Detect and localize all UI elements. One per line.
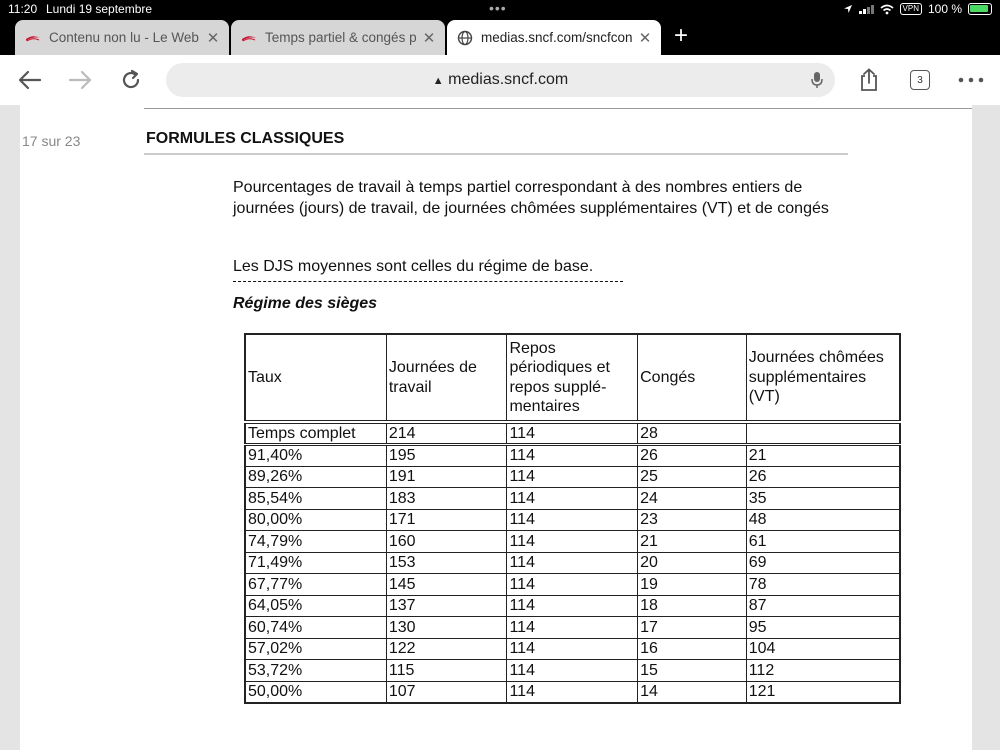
header-repos: Repos périodiques et repos supplé-mentaires (507, 334, 638, 422)
divider (144, 153, 848, 155)
table-cell: 153 (386, 552, 507, 574)
table-cell: 137 (386, 595, 507, 617)
battery-percent: 100 % (927, 2, 962, 16)
wifi-icon (880, 4, 894, 15)
table-cell: 104 (746, 638, 900, 660)
table-cell: 107 (386, 681, 507, 703)
table-cell: 53,72% (245, 660, 386, 682)
microphone-icon[interactable] (811, 71, 823, 89)
battery-icon (968, 3, 992, 15)
tab-label: medias.sncf.com/sncfcon (481, 30, 633, 45)
reload-button[interactable] (118, 67, 144, 93)
table-cell: 61 (746, 531, 900, 553)
table-cell: 95 (746, 617, 900, 639)
table-cell: 50,00% (245, 681, 386, 703)
tab-count-badge: 3 (910, 70, 930, 90)
table-cell: 16 (638, 638, 747, 660)
table-row (245, 660, 900, 682)
table-cell: 14 (638, 681, 747, 703)
table-cell: 195 (386, 445, 507, 467)
table-cell: 114 (507, 681, 638, 703)
table-body (245, 422, 900, 703)
table-cell: 145 (386, 574, 507, 596)
table-row (245, 445, 900, 467)
table-cell: 130 (386, 617, 507, 639)
table-cell: 21 (638, 531, 747, 553)
status-bar (0, 0, 1000, 20)
page-counter: 17 sur 23 (22, 133, 81, 149)
table-cell: 183 (386, 488, 507, 510)
share-button[interactable] (856, 67, 882, 93)
reload-icon (120, 69, 142, 91)
table-cell: 23 (638, 509, 747, 531)
table-cell: 28 (638, 422, 747, 445)
table-cell: 115 (386, 660, 507, 682)
table-cell: 85,54% (245, 488, 386, 510)
table-cell: 21 (746, 445, 900, 467)
pdf-page (20, 105, 972, 750)
table-cell: 78 (746, 574, 900, 596)
rates-table (244, 333, 901, 704)
back-button[interactable] (17, 67, 43, 93)
table-cell: 214 (386, 422, 507, 445)
table-cell: 160 (386, 531, 507, 553)
warning-icon: ▲ (432, 75, 444, 87)
intro-paragraph: Pourcentages de travail à temps partiel correspondant à des nombres entiers de journées (jours) de travail, de journées chômées supplémentaires (VT) et de congés (233, 179, 829, 217)
table-cell: 25 (638, 466, 747, 488)
table-cell: 114 (507, 660, 638, 682)
dashed-divider (233, 281, 623, 282)
table-cell: 114 (507, 638, 638, 660)
table-cell: 17 (638, 617, 747, 639)
table-cell: 114 (507, 509, 638, 531)
table-row (245, 488, 900, 510)
tab-bar (0, 20, 1000, 55)
table-cell: 64,05% (245, 595, 386, 617)
table-cell: 87 (746, 595, 900, 617)
table-cell: 114 (507, 531, 638, 553)
header-journees-chomees: Journées chômées supplémentaires (VT) (746, 334, 900, 422)
header-taux: Taux (245, 334, 386, 422)
table-cell: 114 (507, 488, 638, 510)
vpn-badge: VPN (900, 3, 922, 15)
table-cell (746, 422, 900, 445)
table-cell: 48 (746, 509, 900, 531)
section-heading: Régime des sièges (233, 295, 378, 312)
address-bar[interactable] (166, 63, 835, 97)
table-cell: 26 (638, 445, 747, 467)
sncf-logo-icon (241, 30, 257, 46)
djs-note: Les DJS moyennes sont celles du régime de base. (233, 258, 594, 275)
table-cell: 114 (507, 445, 638, 467)
table-cell: 18 (638, 595, 747, 617)
table-cell: 80,00% (245, 509, 386, 531)
table-row (245, 531, 900, 553)
arrow-left-icon (18, 70, 42, 90)
tabs-overview-button[interactable] (907, 67, 933, 93)
table-row (245, 617, 900, 639)
header-conges: Congés (638, 334, 747, 422)
page-title: FORMULES CLASSIQUES (146, 130, 345, 147)
table-row (245, 422, 900, 445)
table-row (245, 595, 900, 617)
divider (144, 108, 972, 109)
status-date: Lundi 19 septembre (46, 2, 153, 16)
table-cell: 114 (507, 552, 638, 574)
globe-icon (457, 30, 473, 46)
table-cell: 171 (386, 509, 507, 531)
table-cell: Temps complet (245, 422, 386, 445)
more-dots-icon (958, 77, 984, 83)
table-row (245, 574, 900, 596)
tab-temps-partiel[interactable] (231, 20, 445, 55)
table-cell: 114 (507, 422, 638, 445)
table-cell: 74,79% (245, 531, 386, 553)
pdf-viewer[interactable] (0, 105, 1000, 750)
table-cell: 35 (746, 488, 900, 510)
header-journees-travail: Journées de travail (386, 334, 507, 422)
table-header-row (245, 334, 900, 422)
status-indicators (843, 2, 992, 16)
status-time: 11:20 (8, 2, 38, 16)
table-cell: 114 (507, 595, 638, 617)
forward-button[interactable] (67, 67, 93, 93)
table-row (245, 466, 900, 488)
location-arrow-icon (843, 4, 853, 14)
sncf-logo-icon (25, 30, 41, 46)
table-cell: 91,40% (245, 445, 386, 467)
tab-label: Contenu non lu - Le Web (49, 30, 199, 45)
table-cell: 122 (386, 638, 507, 660)
table-cell: 89,26% (245, 466, 386, 488)
close-tab-icon[interactable]: ✕ (638, 29, 652, 47)
table-cell: 19 (638, 574, 747, 596)
table-cell: 114 (507, 617, 638, 639)
table-cell: 191 (386, 466, 507, 488)
url-text: medias.sncf.com (448, 71, 569, 88)
browser-toolbar (0, 55, 1000, 105)
more-menu-button[interactable] (956, 67, 986, 93)
table-row (245, 509, 900, 531)
cellular-signal-icon (859, 4, 874, 14)
table-cell: 20 (638, 552, 747, 574)
table-cell: 71,49% (245, 552, 386, 574)
table-cell: 26 (746, 466, 900, 488)
close-tab-icon[interactable]: ✕ (422, 29, 436, 47)
close-tab-icon[interactable]: ✕ (206, 29, 220, 47)
table-cell: 114 (507, 574, 638, 596)
table-row (245, 552, 900, 574)
tab-medias-sncf[interactable] (447, 20, 661, 55)
multitasking-dots-icon[interactable]: ••• (489, 0, 507, 16)
table-cell: 24 (638, 488, 747, 510)
url-display (166, 71, 835, 89)
tab-contenu-non-lu[interactable] (15, 20, 229, 55)
share-icon (858, 68, 880, 92)
table-cell: 15 (638, 660, 747, 682)
table-cell: 112 (746, 660, 900, 682)
new-tab-button[interactable]: + (673, 22, 688, 49)
table-cell: 57,02% (245, 638, 386, 660)
table-cell: 60,74% (245, 617, 386, 639)
table-cell: 69 (746, 552, 900, 574)
table-cell: 114 (507, 466, 638, 488)
table-row (245, 638, 900, 660)
table-cell: 121 (746, 681, 900, 703)
table-row (245, 681, 900, 703)
tab-label: Temps partiel & congés p (265, 30, 417, 45)
arrow-right-icon (68, 70, 92, 90)
table-cell: 67,77% (245, 574, 386, 596)
